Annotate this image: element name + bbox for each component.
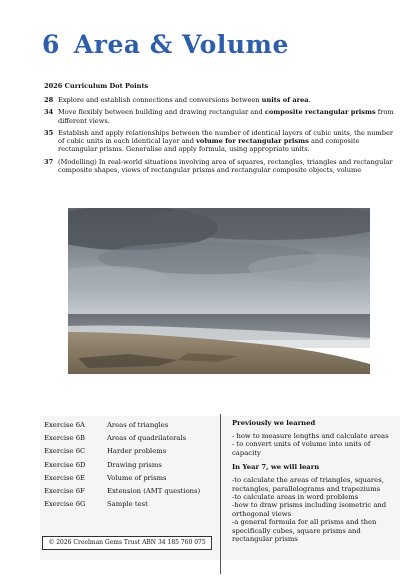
exercise-item[interactable]	[44, 485, 200, 498]
dot-points-heading: 2026 Curriculum Dot Points	[44, 82, 149, 90]
exercise-item[interactable]	[44, 419, 200, 432]
exercise-code: Exercise 6D	[44, 460, 86, 469]
exercise-item[interactable]	[44, 472, 200, 485]
dot-point	[44, 129, 396, 154]
chapter-name: Area & Volume	[73, 30, 289, 59]
exercise-item[interactable]	[44, 432, 200, 445]
exercise-title: Extension (AMT questions)	[107, 486, 201, 495]
exercise-code: Exercise 6G	[44, 500, 86, 509]
dot-point-number: 35	[44, 128, 54, 137]
year7-item: -a general formula for all prisms and then specifically cubes, square prisms and rectangular prisms	[232, 518, 377, 544]
exercise-code: Exercise 6B	[44, 434, 86, 443]
exercise-item[interactable]	[44, 445, 200, 458]
dot-point	[44, 158, 396, 175]
year7-item: -how to draw prisms including isometric and orthogonal views	[232, 501, 387, 518]
exercise-item[interactable]	[44, 459, 200, 472]
exercise-title: Volume of prisms	[107, 473, 167, 482]
exercise-code: Exercise 6C	[44, 447, 86, 456]
exercise-title: Areas of triangles	[107, 421, 169, 429]
year7-item: -to calculate areas in word problems	[232, 493, 359, 502]
column-divider	[220, 414, 221, 574]
dot-point-text: Explore and establish connections and conversions between units of area.	[58, 96, 311, 104]
exercise-code: Exercise 6E	[44, 473, 86, 482]
chapter-title	[42, 30, 289, 59]
exercise-code: Exercise 6F	[44, 486, 85, 495]
exercise-title: Areas of quadrilaterals	[107, 434, 187, 443]
dot-point-number: 34	[44, 108, 54, 117]
previously-heading: Previously we learned	[232, 419, 316, 427]
exercise-title: Harder problems	[107, 447, 167, 456]
copyright-notice: © 2026 Creelman Gems Trust ABN 34 185 760 075	[42, 536, 212, 550]
year7-item: -to calculate the areas of triangles, squares, rectangles, parallelograms and trapeziums	[232, 476, 384, 493]
previously-item: - to convert units of volume into units of capacity	[232, 440, 371, 457]
dot-points-list	[44, 96, 396, 178]
exercise-list	[44, 419, 200, 511]
dot-point-number: 28	[44, 96, 54, 104]
learning-summary	[232, 419, 398, 543]
exercise-title: Drawing prisms	[107, 460, 162, 469]
exercise-title: Sample test	[107, 500, 148, 509]
dot-point	[44, 108, 396, 125]
previously-item: - how to measure lengths and calculate areas	[232, 432, 389, 440]
beach-photo	[68, 208, 370, 374]
dot-point-text: (Modelling) In real-world situations involving area of squares, rectangles, triangles and rectangular composite shapes, views of rectangular prisms and rectangular composite objects, volume	[58, 157, 393, 175]
exercise-item[interactable]	[44, 498, 200, 511]
dot-point-text: Move flexibly between building and drawing rectangular and composite rectangular prisms from different views.	[58, 108, 394, 125]
dot-point-number: 37	[44, 157, 54, 166]
exercise-code: Exercise 6A	[44, 421, 85, 429]
year7-heading: In Year 7, we will learn	[232, 463, 320, 472]
dot-point	[44, 96, 396, 104]
dot-point-text: Establish and apply relationships between the number of identical layers of cubic units, the number of cubic units in each identical layer and volume for rectangular prisms and composite rectangular prisms. Generalise and apply formula, using appropriate units.	[58, 128, 394, 154]
chapter-number: 6	[42, 30, 60, 59]
